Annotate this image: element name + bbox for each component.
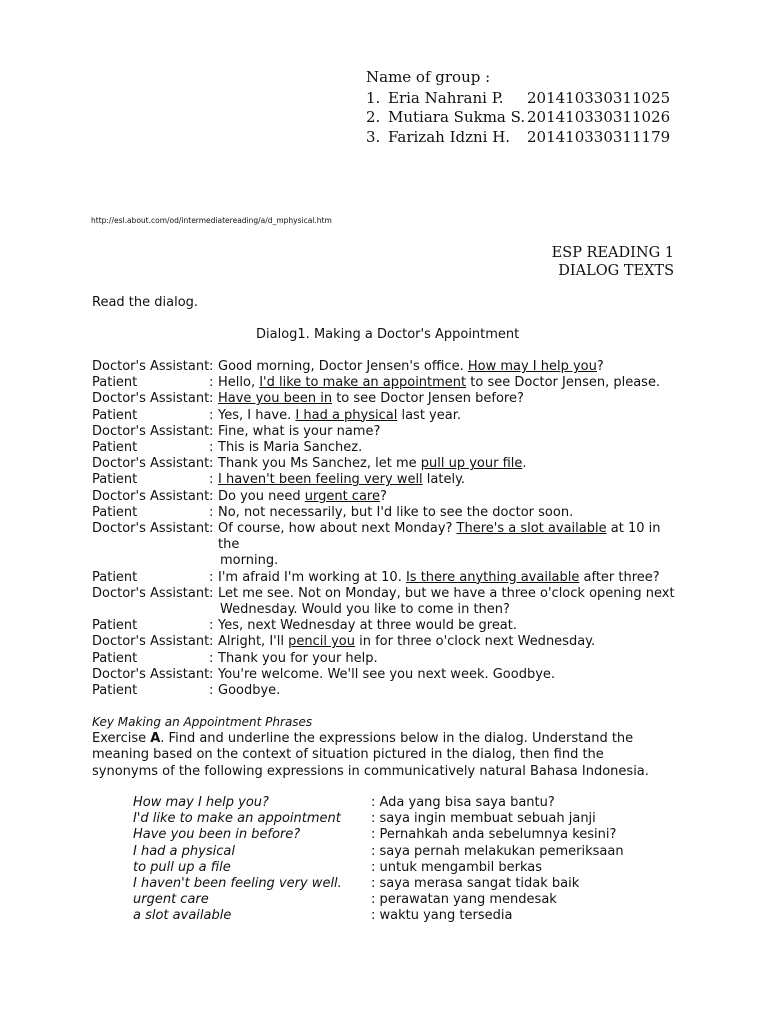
dialog-colon: : <box>209 359 214 374</box>
dialog-colon: : <box>209 423 214 439</box>
dialog-speaker: Patient <box>92 504 138 520</box>
dialog-segment: after three? <box>579 569 660 585</box>
dialog-segment: No, not necessarily, but I'd like to see the doctor soon. <box>218 504 574 520</box>
dialog-speaker: Doctor's Assistant <box>92 423 210 439</box>
member-number: 3. <box>366 127 381 146</box>
dialog-colon: : <box>209 650 214 666</box>
dialog-segment: Yes, I have. <box>218 407 296 423</box>
dialog-colon: : <box>209 456 214 472</box>
english-phrase: Have you been in before? <box>133 827 301 843</box>
member-name: Farizah Idzni H. <box>388 127 511 146</box>
group-member <box>366 128 670 148</box>
key-expression: pencil you <box>288 634 355 650</box>
dialog-line <box>92 505 682 521</box>
member-number: 2. <box>366 108 381 126</box>
phrase-row <box>133 795 624 811</box>
member-id: 201410330311026 <box>527 108 671 126</box>
exercise-prefix: Exercise <box>92 731 151 746</box>
dialog-text <box>218 424 682 440</box>
dialog-segment: Do you need <box>218 488 305 504</box>
key-expression: Is there anything available <box>405 569 580 585</box>
dialog-text <box>218 570 682 586</box>
dialog-speaker: Doctor's Assistant <box>92 488 210 504</box>
dialog-segment: in for three o'clock next Wednesday. <box>354 634 596 650</box>
dialog-line <box>92 651 682 667</box>
dialog-text <box>218 359 682 375</box>
dialog-line <box>92 391 682 407</box>
dialog-speaker: Doctor's Assistant <box>92 585 210 601</box>
indonesian-translation: : saya ingin membuat sebuah janji <box>371 811 596 827</box>
dialog-speaker: Patient <box>92 569 138 585</box>
dialog-colon: : <box>209 472 214 488</box>
member-id: 201410330311025 <box>527 88 671 107</box>
dialog-speaker: Doctor's Assistant <box>92 634 210 650</box>
key-expression: How may I help you <box>467 359 597 374</box>
phrase-row <box>133 908 624 924</box>
dialog-speaker: Doctor's Assistant <box>92 456 210 472</box>
source-url: http://esl.about.com/od/intermediatereading/a/d_mphysical.htm <box>91 216 332 225</box>
document-header <box>552 244 674 280</box>
dialog-text <box>218 683 682 699</box>
dialog-line <box>92 440 682 456</box>
dialog-segment: Of course, how about next Monday? <box>218 521 457 537</box>
header-subtitle: DIALOG TEXTS <box>558 263 674 279</box>
dialog-speaker: Doctor's Assistant <box>92 666 210 682</box>
indonesian-translation: : saya pernah melakukan pemeriksaan <box>371 843 624 859</box>
dialog-line <box>92 667 682 683</box>
dialog-speaker: Patient <box>92 375 138 391</box>
dialog-body <box>92 359 682 699</box>
dialog-text <box>218 521 682 570</box>
key-expression: Have you been in <box>218 391 333 407</box>
dialog-segment: last year. <box>397 407 461 423</box>
key-phrases-title: Key Making an Appointment Phrases <box>92 715 313 729</box>
dialog-segment: to see Doctor Jensen, please. <box>466 375 661 391</box>
dialog-segment: lately. <box>422 472 466 488</box>
dialog-text <box>218 375 682 391</box>
dialog-line <box>92 472 682 488</box>
dialog-colon: : <box>209 585 214 601</box>
exercise-instructions <box>92 731 652 780</box>
dialog-line <box>92 375 682 391</box>
dialog-colon: : <box>209 407 214 423</box>
dialog-segment: Hello, <box>218 375 260 391</box>
dialog-segment: Thank you Ms Sanchez, let me <box>218 456 421 472</box>
dialog-text <box>218 667 682 683</box>
phrase-list <box>133 795 624 925</box>
phrase-row <box>133 876 624 892</box>
dialog-colon: : <box>209 618 214 634</box>
dialog-text <box>218 586 682 618</box>
dialog-segment: at 10 in the <box>218 521 661 553</box>
dialog-segment: This is Maria Sanchez. <box>218 440 363 456</box>
group-member <box>366 89 670 109</box>
phrase-row <box>133 827 624 843</box>
dialog-line <box>92 634 682 650</box>
dialog-segment: Thank you for your help. <box>218 650 378 666</box>
dialog-colon: : <box>209 521 214 537</box>
english-phrase: I haven't been feeling very well. <box>133 876 342 892</box>
group-member <box>366 108 670 128</box>
exercise-letter: A <box>150 731 161 746</box>
dialog-segment: to see Doctor Jensen before? <box>332 391 524 407</box>
dialog-text <box>218 651 682 667</box>
dialog-colon: : <box>209 666 214 682</box>
dialog-colon: : <box>209 634 214 650</box>
dialog-text <box>218 456 682 472</box>
phrase-row <box>133 892 624 908</box>
dialog-line <box>92 489 682 505</box>
key-expression: I had a physical <box>295 407 398 423</box>
dialog-text <box>218 391 682 407</box>
indonesian-translation: : perawatan yang mendesak <box>371 892 557 908</box>
english-phrase: a slot available <box>133 908 232 924</box>
dialog-line <box>92 456 682 472</box>
key-expression: I haven't been feeling very well <box>218 472 423 488</box>
group-title: Name of group : <box>366 68 491 86</box>
dialog-continuation: morning. <box>220 553 279 569</box>
english-phrase: urgent care <box>133 892 209 908</box>
indonesian-translation: : Pernahkah anda sebelumnya kesini? <box>371 827 617 843</box>
dialog-speaker: Patient <box>92 472 138 488</box>
dialog-segment: Goodbye. <box>218 683 281 699</box>
dialog-segment: Fine, what is your name? <box>218 423 381 439</box>
dialog-speaker: Doctor's Assistant <box>92 521 210 537</box>
key-expression: There's a slot available <box>456 521 607 537</box>
dialog-speaker: Patient <box>92 440 138 456</box>
english-phrase: to pull up a file <box>133 859 231 875</box>
dialog-line <box>92 408 682 424</box>
member-id: 201410330311179 <box>527 127 671 146</box>
dialog-text <box>218 634 682 650</box>
dialog-text <box>218 489 682 505</box>
dialog-colon: : <box>209 504 214 520</box>
dialog-segment: ? <box>379 488 387 504</box>
dialog-continuation: Wednesday. Would you like to come in then? <box>220 602 510 618</box>
phrase-row <box>133 860 624 876</box>
dialog-colon: : <box>209 440 214 456</box>
dialog-speaker: Patient <box>92 618 138 634</box>
english-phrase: I'd like to make an appointment <box>133 811 341 827</box>
dialog-text <box>218 408 682 424</box>
dialog-speaker: Doctor's Assistant <box>92 391 210 407</box>
dialog-segment: . <box>522 456 527 472</box>
dialog-line <box>92 586 682 618</box>
dialog-speaker: Doctor's Assistant <box>92 359 210 374</box>
dialog-segment: ? <box>596 359 604 374</box>
dialog-text <box>218 505 682 521</box>
indonesian-translation: : untuk mengambil berkas <box>371 859 543 875</box>
english-phrase: I had a physical <box>133 843 235 859</box>
dialog-colon: : <box>209 488 214 504</box>
dialog-segment: Let me see. Not on Monday, but we have a three o'clock opening next <box>218 585 675 601</box>
dialog-colon: : <box>209 391 214 407</box>
phrase-row <box>133 844 624 860</box>
dialog-colon: : <box>209 683 214 699</box>
indonesian-translation: : waktu yang tersedia <box>371 908 513 924</box>
dialog-speaker: Patient <box>92 683 138 699</box>
phrase-row <box>133 811 624 827</box>
dialog-line <box>92 359 682 375</box>
group-info <box>366 68 670 147</box>
dialog-line <box>92 683 682 699</box>
dialog-line <box>92 424 682 440</box>
dialog-speaker: Patient <box>92 650 138 666</box>
dialog-line <box>92 521 682 570</box>
dialog-text <box>218 440 682 456</box>
dialog-segment: Good morning, Doctor Jensen's office. <box>218 359 468 374</box>
instruction-text: Read the dialog. <box>92 295 199 310</box>
exercise-text: . Find and underline the expressions below in the dialog. Understand the meaning based on the context of situation pictured in the dialog, then find the synonyms of the following expressions in communicatively natural Bahasa Indonesia. <box>92 731 649 779</box>
dialog-colon: : <box>209 375 214 391</box>
member-name: Mutiara Sukma S. <box>388 108 526 126</box>
key-expression: I'd like to make an appointment <box>259 375 467 391</box>
dialog-text <box>218 618 682 634</box>
header-course: ESP READING 1 <box>551 245 674 261</box>
dialog-title: Dialog1. Making a Doctor's Appointment <box>256 327 520 342</box>
dialog-segment: You're welcome. We'll see you next week. Goodbye. <box>218 666 556 682</box>
dialog-text <box>218 472 682 488</box>
dialog-colon: : <box>209 569 214 585</box>
dialog-segment: Alright, I'll <box>218 634 289 650</box>
indonesian-translation: : Ada yang bisa saya bantu? <box>371 795 555 810</box>
key-expression: urgent care <box>304 488 380 504</box>
key-expression: pull up your file <box>420 456 523 472</box>
dialog-line <box>92 570 682 586</box>
dialog-speaker: Patient <box>92 407 138 423</box>
member-name: Eria Nahrani P. <box>388 88 504 107</box>
dialog-line <box>92 618 682 634</box>
dialog-segment: Yes, next Wednesday at three would be great. <box>218 618 518 634</box>
indonesian-translation: : saya merasa sangat tidak baik <box>371 876 580 892</box>
member-number: 1. <box>366 88 381 107</box>
dialog-segment: I'm afraid I'm working at 10. <box>218 569 406 585</box>
english-phrase: How may I help you? <box>133 795 269 810</box>
